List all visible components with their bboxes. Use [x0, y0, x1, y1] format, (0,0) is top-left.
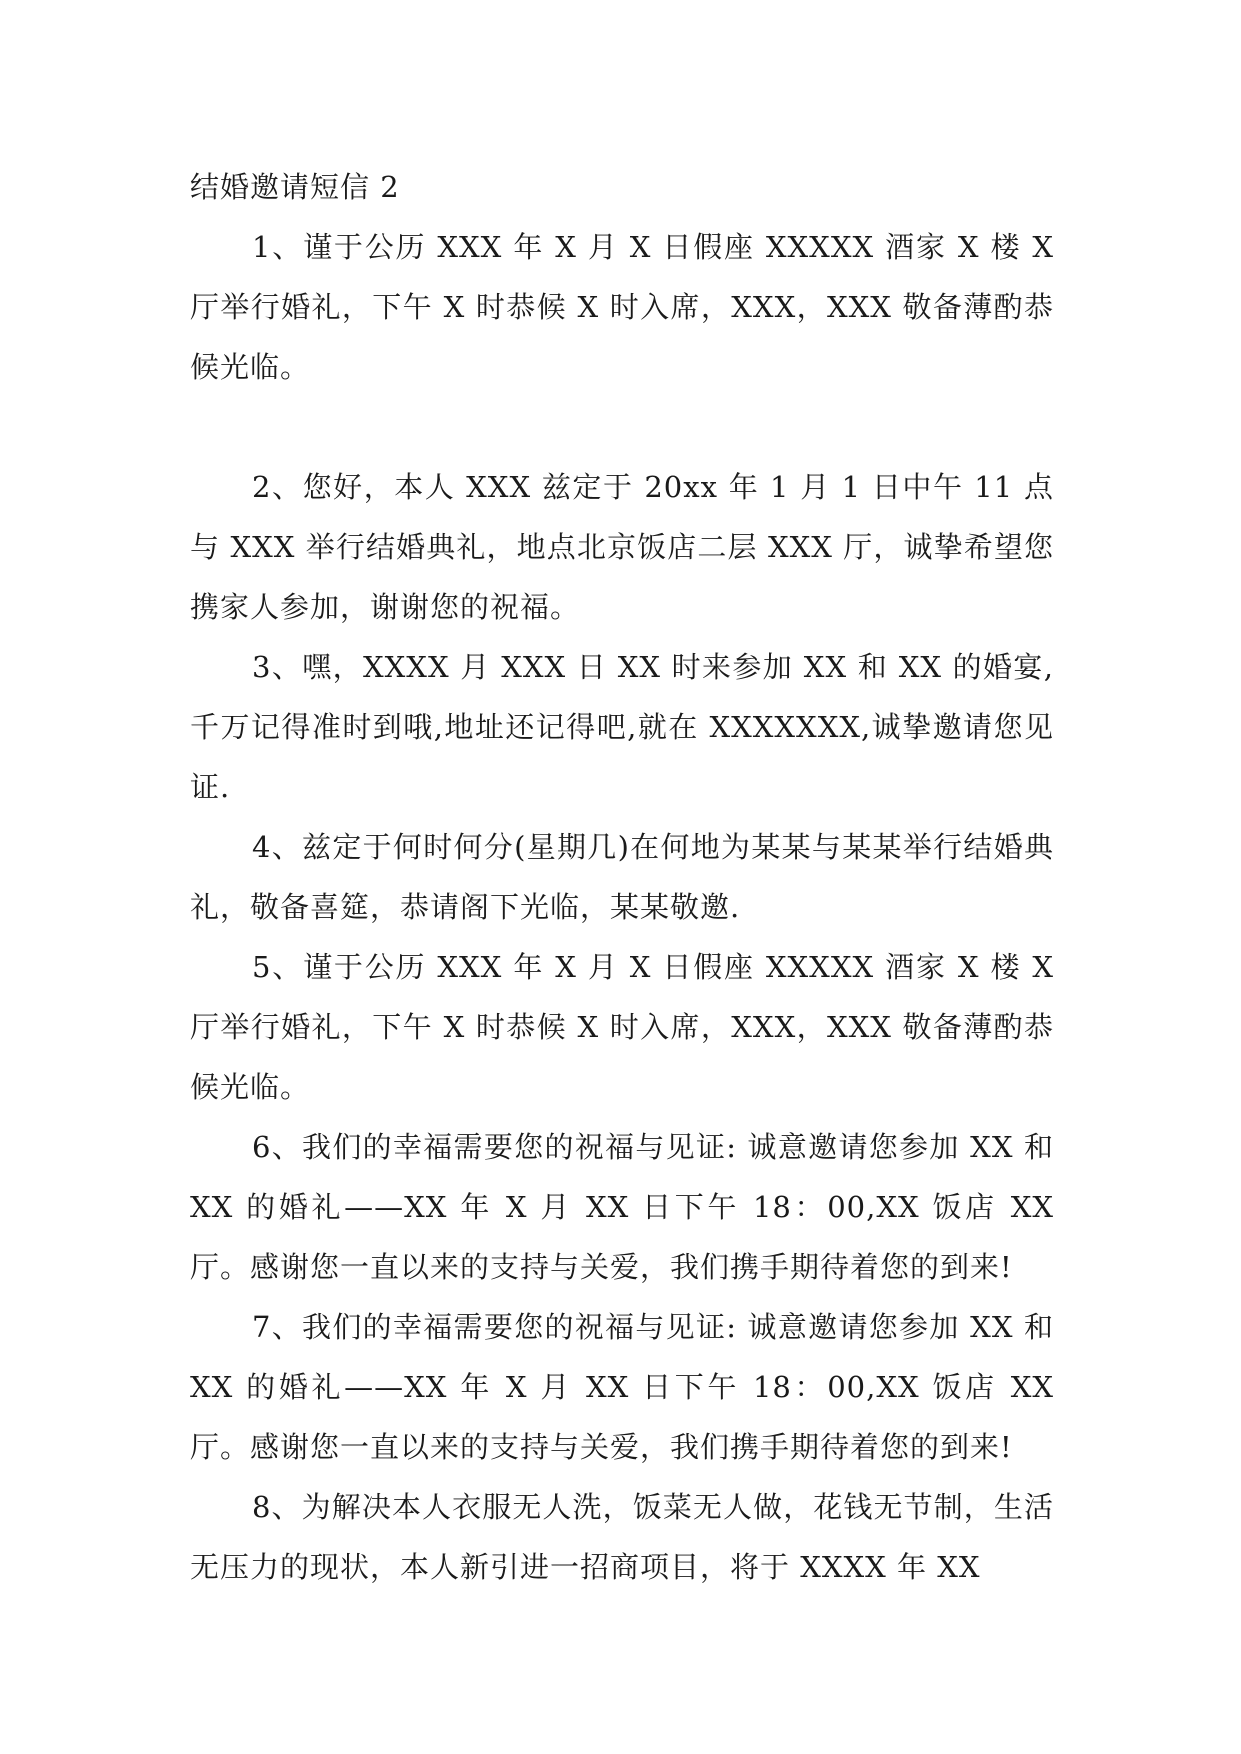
blank-line [190, 397, 1054, 457]
document-title: 结婚邀请短信 2 [190, 170, 400, 204]
paragraph-2: 2、您好，本人 XXX 兹定于 20xx 年 1 月 1 日中午 11 点与 XXX 举行结婚典礼，地点北京饭店二层 XXX 厅，诚挚希望您携家人参加，谢谢您的祝福。 [190, 470, 1054, 624]
paragraph-5: 5、谨于公历 XXX 年 X 月 X 日假座 XXXXX 酒家 X 楼 X 厅举行婚礼，下午 X 时恭候 X 时入席，XXX，XXX 敬备薄酌恭候光临。 [190, 950, 1054, 1104]
document-body [190, 157, 1054, 1597]
paragraph-6: 6、我们的幸福需要您的祝福与见证: 诚意邀请您参加 XX 和 XX 的婚礼——XX 年 X 月 XX 日下午 18：00,XX 饭店 XX 厅。感谢您一直以来的支持与关爱，我们携手期待着您的到来! [190, 1130, 1054, 1284]
paragraph-7: 7、我们的幸福需要您的祝福与见证: 诚意邀请您参加 XX 和 XX 的婚礼——XX 年 X 月 XX 日下午 18：00,XX 饭店 XX 厅。感谢您一直以来的支持与关爱，我们携手期待着您的到来! [190, 1310, 1054, 1464]
paragraph-4: 4、兹定于何时何分(星期几)在何地为某某与某某举行结婚典礼，敬备喜筵，恭请阁下光临，某某敬邀. [190, 830, 1054, 924]
paragraph-1: 1、谨于公历 XXX 年 X 月 X 日假座 XXXXX 酒家 X 楼 X 厅举行婚礼，下午 X 时恭候 X 时入席，XXX，XXX 敬备薄酌恭候光临。 [190, 230, 1054, 384]
paragraph-3: 3、嘿，XXXX 月 XXX 日 XX 时来参加 XX 和 XX 的婚宴,千万记得准时到哦,地址还记得吧,就在 XXXXXXX,诚挚邀请您见证. [190, 650, 1054, 804]
paragraph-8: 8、为解决本人衣服无人洗，饭菜无人做，花钱无节制，生活无压力的现状，本人新引进一招商项目，将于 XXXX 年 XX [190, 1490, 1054, 1584]
